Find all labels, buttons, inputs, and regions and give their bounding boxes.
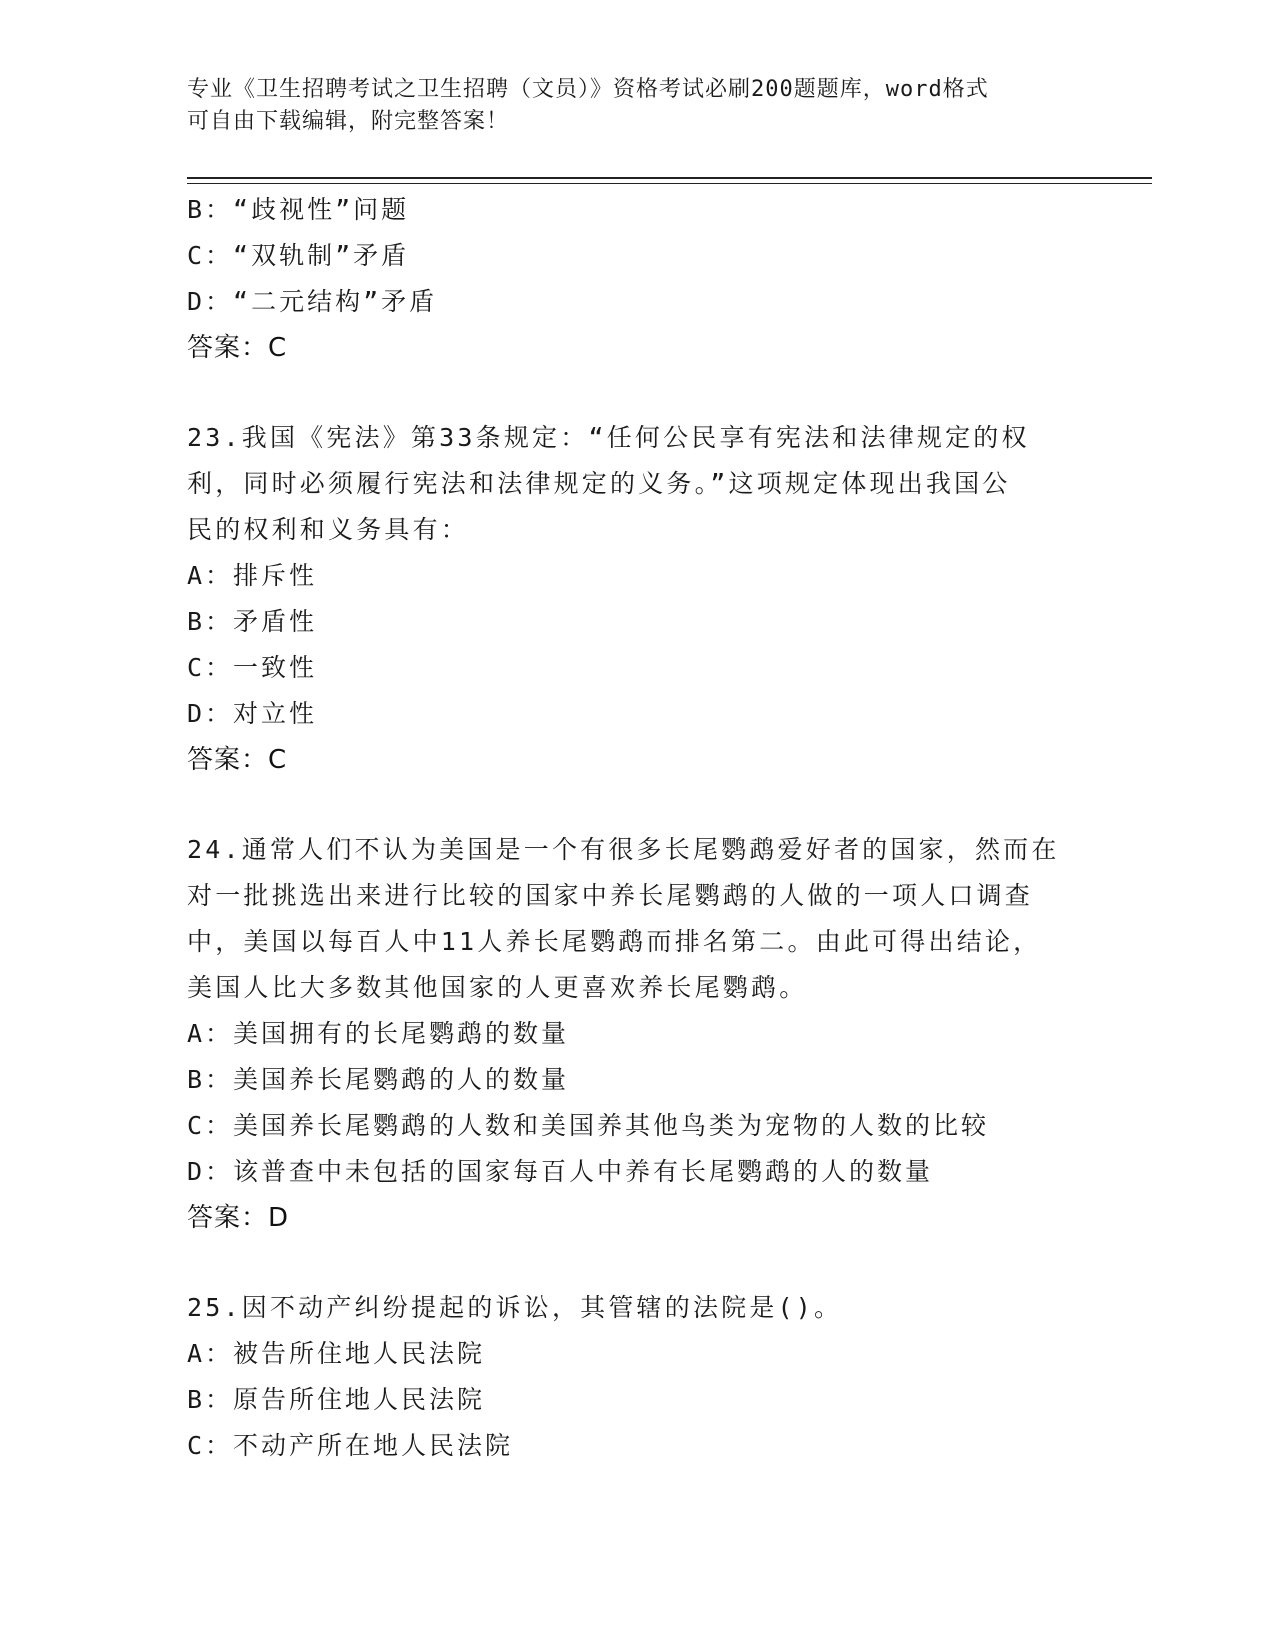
question-22-option-b: B：“歧视性”问题 bbox=[187, 195, 410, 224]
question-24-stem bbox=[187, 827, 1087, 1011]
spacer bbox=[187, 783, 1087, 827]
question-23-options bbox=[187, 553, 1087, 737]
question-23-answer: 答案：C bbox=[187, 745, 288, 775]
question-24-option-c: C：美国养长尾鹦鹉的人数和美国养其他鸟类为宠物的人数的比较 bbox=[187, 1111, 990, 1140]
question-25-option-c: C：不动产所在地人民法院 bbox=[187, 1431, 514, 1460]
header-divider-thick bbox=[187, 177, 1152, 179]
question-24-option-a: A：美国拥有的长尾鹦鹉的数量 bbox=[187, 1019, 570, 1048]
spacer bbox=[187, 371, 1087, 415]
header-line-2: 可自由下载编辑，附完整答案！ bbox=[187, 109, 510, 134]
header-line-1: 专业《卫生招聘考试之卫生招聘（文员）》资格考试必刷200题题库，word格式 bbox=[187, 77, 989, 102]
question-22-option-d: D：“二元结构”矛盾 bbox=[187, 287, 438, 316]
question-23-option-c: C：一致性 bbox=[187, 653, 318, 682]
question-25-option-b: B：原告所住地人民法院 bbox=[187, 1385, 486, 1414]
question-22-answer: 答案：C bbox=[187, 333, 288, 363]
spacer bbox=[187, 1241, 1087, 1285]
question-24-options bbox=[187, 1011, 1087, 1195]
document-header bbox=[187, 74, 1087, 138]
question-24-stem-line: 24.通常人们不认为美国是一个有很多长尾鹦鹉爱好者的国家，然而在 bbox=[187, 835, 1060, 864]
question-24-stem-line: 对一批挑选出来进行比较的国家中养长尾鹦鹉的人做的一项人口调查 bbox=[187, 881, 1034, 910]
question-24-stem-line: 美国人比大多数其他国家的人更喜欢养长尾鹦鹉。 bbox=[187, 973, 808, 1002]
question-23-stem-line: 利，同时必须履行宪法和法律规定的义务。”这项规定体现出我国公 bbox=[187, 469, 1011, 498]
question-23-option-a: A：排斥性 bbox=[187, 561, 318, 590]
question-25-option-a: A：被告所住地人民法院 bbox=[187, 1339, 486, 1368]
question-content bbox=[187, 187, 1087, 1469]
question-23-stem-line: 23.我国《宪法》第33条规定：“任何公民享有宪法和法律规定的权 bbox=[187, 423, 1030, 452]
question-24-answer: 答案：D bbox=[187, 1203, 290, 1233]
question-23-option-b: B：矛盾性 bbox=[187, 607, 318, 636]
question-23-stem bbox=[187, 415, 1087, 553]
header-divider-thin bbox=[187, 183, 1152, 184]
question-24-option-b: B：美国养长尾鹦鹉的人的数量 bbox=[187, 1065, 570, 1094]
question-23-stem-line: 民的权利和义务具有： bbox=[187, 515, 470, 544]
question-24-stem-line: 中，美国以每百人中11人养长尾鹦鹉而排名第二。由此可得出结论， bbox=[187, 927, 1042, 956]
question-25-stem bbox=[187, 1285, 1087, 1331]
question-22-option-c: C：“双轨制”矛盾 bbox=[187, 241, 410, 270]
question-25-stem-line: 25.因不动产纠纷提起的诉讼，其管辖的法院是()。 bbox=[187, 1293, 843, 1322]
question-24-option-d: D：该普查中未包括的国家每百人中养有长尾鹦鹉的人的数量 bbox=[187, 1157, 934, 1186]
question-25-options bbox=[187, 1331, 1087, 1469]
question-22-options bbox=[187, 187, 1087, 325]
question-23-option-d: D：对立性 bbox=[187, 699, 318, 728]
